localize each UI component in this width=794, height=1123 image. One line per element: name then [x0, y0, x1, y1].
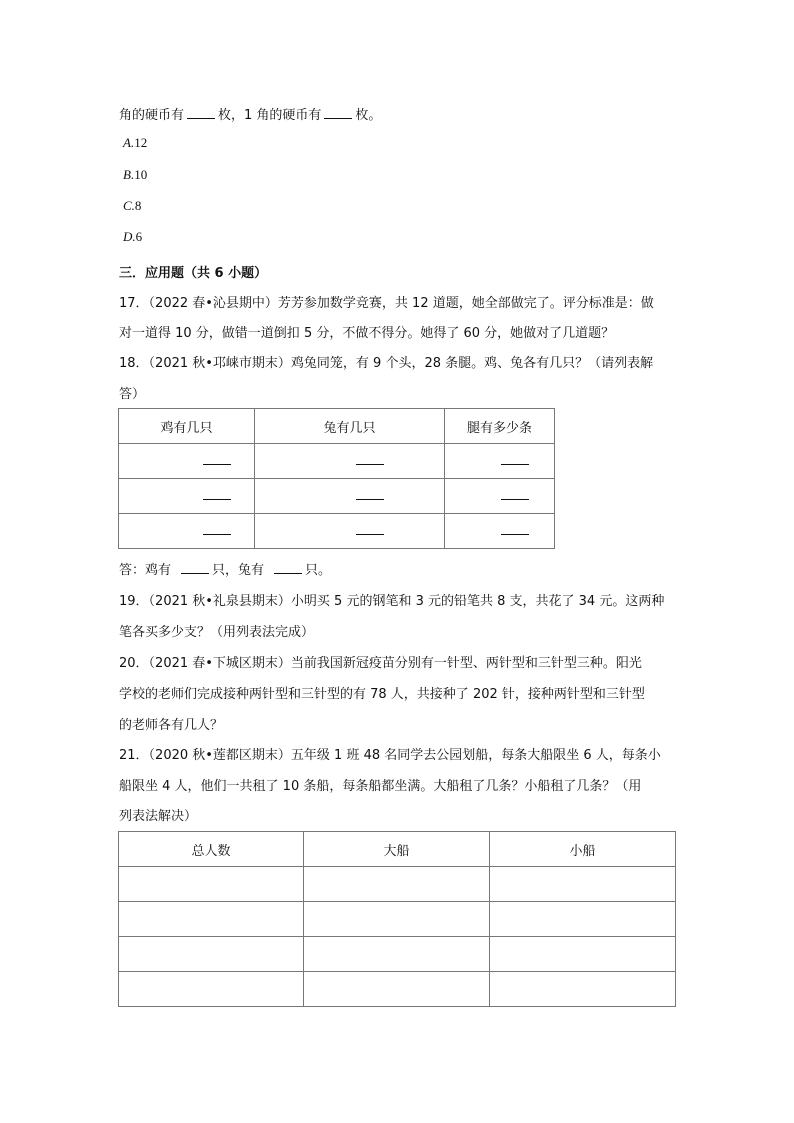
table-cell — [304, 937, 490, 972]
option-c — [123, 198, 141, 214]
table-cell — [445, 444, 555, 479]
answer-blank — [501, 524, 529, 535]
table-cell — [119, 972, 304, 1007]
q16-text-2: 枚，1 角的硬币有 — [218, 108, 322, 123]
q19-line-1: 19．（2021 秋•礼泉县期末）小明买 5 元的钢笔和 3 元的铅笔共 8 支，共花了 34 元。这两种 — [119, 594, 665, 609]
option-value: 6 — [135, 229, 143, 244]
table-cell — [119, 902, 304, 937]
table-cell — [304, 867, 490, 902]
table-header: 总人数 — [119, 832, 304, 867]
table-row — [119, 937, 676, 972]
answer-text-3: 只。 — [305, 563, 332, 578]
answer-blank — [203, 454, 231, 465]
q18-line-2: 答） — [119, 387, 146, 402]
table-cell — [255, 444, 445, 479]
answer-blank — [274, 561, 302, 574]
q19-line-2: 笔各买多少支？（用列表法完成） — [119, 625, 315, 640]
table-row — [119, 444, 555, 479]
option-letter: A. — [123, 135, 135, 150]
q21-table — [118, 831, 676, 1007]
q21-line-1: 21．（2020 秋•莲都区期末）五年级 1 班 48 名同学去公园划船，每条大船限坐 6 人，每条小 — [119, 748, 661, 763]
table-cell — [255, 514, 445, 549]
table-header: 小船 — [490, 832, 676, 867]
table-cell — [490, 902, 676, 937]
table-cell — [490, 937, 676, 972]
q20-line-3: 的老师各有几人？ — [119, 718, 224, 733]
table-cell — [445, 479, 555, 514]
option-value: 8 — [134, 198, 142, 213]
table-cell — [490, 972, 676, 1007]
table-cell — [304, 902, 490, 937]
q17-line-1: 17．（2022 春•沁县期中）芳芳参加数学竞赛，共 12 道题，她全部做完了。评分标准是：做 — [119, 296, 654, 311]
table-cell — [119, 479, 255, 514]
q16-tail — [119, 104, 381, 123]
option-letter: C. — [123, 198, 135, 213]
answer-blank — [203, 524, 231, 535]
table-row — [119, 972, 676, 1007]
answer-text-1: 答：鸡有 — [119, 563, 172, 578]
table-row — [119, 479, 555, 514]
table-row — [119, 514, 555, 549]
table-cell — [304, 972, 490, 1007]
option-value: 12 — [134, 135, 148, 150]
table-cell — [119, 937, 304, 972]
option-value: 10 — [134, 167, 148, 182]
section-heading: 三．应用题（共 6 小题） — [119, 266, 268, 281]
option-letter: D. — [123, 229, 136, 244]
option-a — [123, 135, 147, 151]
answer-text-2: 只，兔有 — [212, 563, 265, 578]
answer-blank — [324, 106, 352, 119]
table-header: 腿有多少条 — [445, 409, 555, 444]
q18-table — [118, 408, 555, 549]
q21-line-3: 列表法解决） — [119, 809, 198, 824]
table-cell — [255, 479, 445, 514]
q18-line-1: 18．（2021 秋•邛崃市期末）鸡兔同笼，有 9 个头，28 条腿。鸡、兔各有几只？（请列表解 — [119, 356, 654, 371]
table-cell — [119, 444, 255, 479]
answer-blank — [181, 561, 209, 574]
q20-line-2: 学校的老师们完成接种两针型和三针型的有 78 人，共接种了 202 针，接种两针型和三针型 — [119, 687, 645, 702]
table-row — [119, 867, 676, 902]
answer-blank — [356, 524, 384, 535]
option-d — [123, 229, 142, 245]
q18-answer — [119, 559, 331, 578]
q16-text-1: 角的硬币有 — [119, 108, 185, 123]
answer-blank — [203, 489, 231, 500]
q16-text-3: 枚。 — [355, 108, 382, 123]
table-cell — [445, 514, 555, 549]
table-header: 兔有几只 — [255, 409, 445, 444]
table-header: 鸡有几只 — [119, 409, 255, 444]
answer-blank — [187, 106, 215, 119]
option-b — [123, 167, 147, 183]
table-header: 大船 — [304, 832, 490, 867]
answer-blank — [501, 454, 529, 465]
answer-blank — [501, 489, 529, 500]
answer-blank — [356, 489, 384, 500]
table-cell — [119, 867, 304, 902]
q20-line-1: 20．（2021 春•下城区期末）当前我国新冠疫苗分别有一针型、两针型和三针型三种。阳光 — [119, 656, 642, 671]
table-cell — [119, 514, 255, 549]
option-letter: B. — [123, 167, 135, 182]
answer-blank — [356, 454, 384, 465]
table-row — [119, 902, 676, 937]
q21-line-2: 船限坐 4 人，他们一共租了 10 条船，每条船都坐满。大船租了几条？小船租了几条？（用 — [119, 779, 642, 794]
q17-line-2: 对一道得 10 分，做错一道倒扣 5 分，不做不得分。她得了 60 分，她做对了几道题？ — [119, 326, 615, 341]
table-cell — [490, 867, 676, 902]
